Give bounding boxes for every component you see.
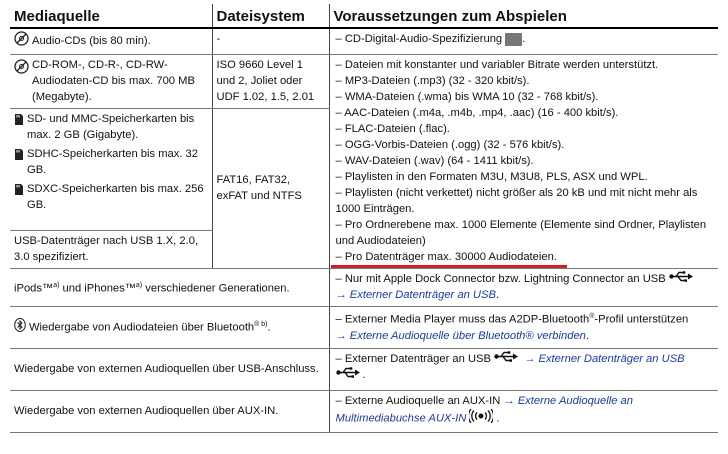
- link-externer-datentraeger[interactable]: Externer Datenträger an USB: [349, 289, 496, 302]
- cell-req-list: [329, 55, 718, 269]
- cell-source: [10, 307, 329, 349]
- req-end: .: [585, 329, 589, 342]
- media-table: [10, 4, 718, 433]
- source-text: verschiedener Generationen.: [142, 282, 290, 295]
- footnote: a): [135, 281, 143, 289]
- table-row-audio-cd: [10, 28, 718, 55]
- cell-fs: -: [212, 28, 329, 55]
- cell-source: [10, 109, 212, 231]
- highlight-underline: [331, 265, 567, 268]
- table-row-aux: [10, 391, 718, 433]
- req-line: – WAV-Dateien (.wav) (64 - 1411 kbit/s).: [335, 155, 534, 167]
- link-line: [336, 328, 715, 344]
- cd-icon: [14, 31, 29, 51]
- usb-icon: [336, 367, 360, 383]
- req-line: – MP3-Dateien (.mp3) (32 - 320 kbit/s).: [335, 75, 530, 87]
- usb-icon: [494, 351, 518, 367]
- source-text: SDXC-Speicherkarten bis max. 256 GB.: [27, 183, 204, 211]
- req-line-highlighted: – Pro Datenträger max. 30000 Audiodateien.: [335, 251, 557, 263]
- req-line: – Playlisten (nicht verkettet) nicht größer als 20 kB und mit nicht mehr als 1000 Einträgen.: [335, 187, 698, 215]
- source-end: .: [267, 321, 271, 334]
- cell-source: Wiedergabe von externen Audioquellen über AUX-IN.: [10, 391, 329, 433]
- req-end: .: [362, 369, 366, 382]
- source-text: und iPhones™: [59, 282, 136, 295]
- link-externe-audioquelle-aux[interactable]: Externe Audioquelle an: [517, 395, 633, 408]
- table-row-usb-ext: [10, 349, 718, 391]
- link-line: [336, 287, 715, 303]
- source-text: Wiedergabe von Audiodateien über Bluetooth: [29, 321, 255, 334]
- table-row-bluetooth: [10, 307, 718, 349]
- req-line: – Dateien mit konstanter und variabler Bitrate werden unterstützt.: [335, 59, 659, 71]
- cell-req: [329, 269, 718, 307]
- header-dateisystem: Dateisystem: [212, 4, 329, 28]
- req-text: -Profil unterstützen: [594, 313, 689, 326]
- header-row: [10, 4, 718, 28]
- cell-req: [329, 349, 718, 391]
- cell-req: [329, 391, 718, 433]
- cell-req: [329, 307, 718, 349]
- arrow-icon: →: [524, 353, 536, 366]
- sd-card-icon: [14, 148, 24, 166]
- req-line: – Pro Ordnerebene max. 1000 Elemente (Elemente sind Ordner, Playlisten und Audiodateien): [335, 219, 707, 247]
- source-text: SDHC-Speicherkarten bis max. 32 GB.: [27, 148, 198, 176]
- footnote: ® b): [254, 320, 268, 328]
- aux-icon: [469, 409, 493, 428]
- bluetooth-icon: [14, 318, 26, 337]
- req-text: – Nur mit Apple Dock Connector bzw. Lightning Connector an USB: [335, 273, 666, 285]
- source-line-sd: [14, 111, 208, 143]
- req-end: .: [496, 412, 500, 425]
- source-text: iPods™: [14, 282, 54, 295]
- arrow-icon: →: [335, 289, 347, 302]
- table-row-cdrom: [10, 55, 718, 109]
- link-multimediabuchse-aux[interactable]: Multimediabuchse AUX-IN: [335, 412, 467, 425]
- link-line: [336, 367, 715, 383]
- cell-source: [10, 55, 212, 109]
- req-end: .: [495, 289, 500, 302]
- cell-fs: FAT16, FAT32, exFAT und NTFS: [212, 109, 329, 269]
- cd-logo-icon: [505, 33, 522, 46]
- footnote: a): [53, 281, 60, 289]
- req-text: – Externer Datenträger an USB: [335, 353, 491, 366]
- footnote: ®: [589, 313, 595, 321]
- req-line: – AAC-Dateien (.m4a, .m4b, .mp4, .aac) (16 - 400 kbit/s).: [335, 107, 619, 119]
- header-voraussetzungen: Voraussetzungen zum Abspielen: [329, 4, 718, 28]
- cell-fs: ISO 9660 Level 1 und 2, Joliet oder UDF 1.02, 1.5, 2.01: [212, 55, 329, 109]
- source-text: SD- und MMC-Speicherkarten bis max. 2 GB (Gigabyte).: [27, 113, 195, 141]
- source-line: [14, 57, 208, 105]
- cell-req: [329, 28, 718, 55]
- table-row-ipods: [10, 269, 718, 307]
- header-mediaquelle: Mediaquelle: [10, 4, 212, 28]
- source-text: CD-ROM-, CD-R-, CD-RW-Audiodaten-CD bis max. 700 MB (Megabyte).: [32, 59, 195, 103]
- source-line-sdxc: [14, 181, 208, 213]
- cell-source: [10, 269, 329, 307]
- req-end: .: [522, 33, 526, 45]
- cd-icon: [14, 59, 29, 79]
- arrow-icon: →: [335, 329, 347, 342]
- arrow-icon: →: [503, 395, 515, 408]
- sd-card-icon: [14, 183, 24, 201]
- cell-source: [10, 28, 212, 55]
- usb-icon: [669, 271, 693, 287]
- cell-source: USB-Datenträger nach USB 1.X, 2.0, 3.0 spezifiziert.: [10, 231, 212, 269]
- req-text: – CD-Digital-Audio-Spezifizierung: [335, 33, 503, 45]
- source-line-sdhc: [14, 146, 208, 178]
- sd-card-icon: [14, 113, 24, 131]
- req-line: – WMA-Dateien (.wma) bis WMA 10 (32 - 768 kbit/s).: [335, 91, 599, 103]
- cell-source: Wiedergabe von externen Audioquellen über USB-Anschluss.: [10, 349, 329, 391]
- source-text: Audio-CDs (bis 80 min).: [32, 34, 151, 47]
- link-line: [336, 409, 715, 428]
- req-line: – Playlisten in den Formaten M3U, M3U8, PLS, ASX und WPL.: [335, 171, 648, 183]
- link-externe-audioquelle-bluetooth[interactable]: Externe Audioquelle über Bluetooth® verbinden: [349, 329, 586, 342]
- req-line: – OGG-Vorbis-Dateien (.ogg) (32 - 576 kbit/s).: [335, 139, 565, 151]
- req-line: – FLAC-Dateien (.flac).: [335, 123, 450, 135]
- req-text: – Externe Audioquelle an AUX-IN: [335, 395, 501, 408]
- link-externer-datentraeger[interactable]: Externer Datenträger an USB: [538, 353, 685, 366]
- req-text: – Externer Media Player muss das A2DP-Bluetooth: [335, 313, 590, 326]
